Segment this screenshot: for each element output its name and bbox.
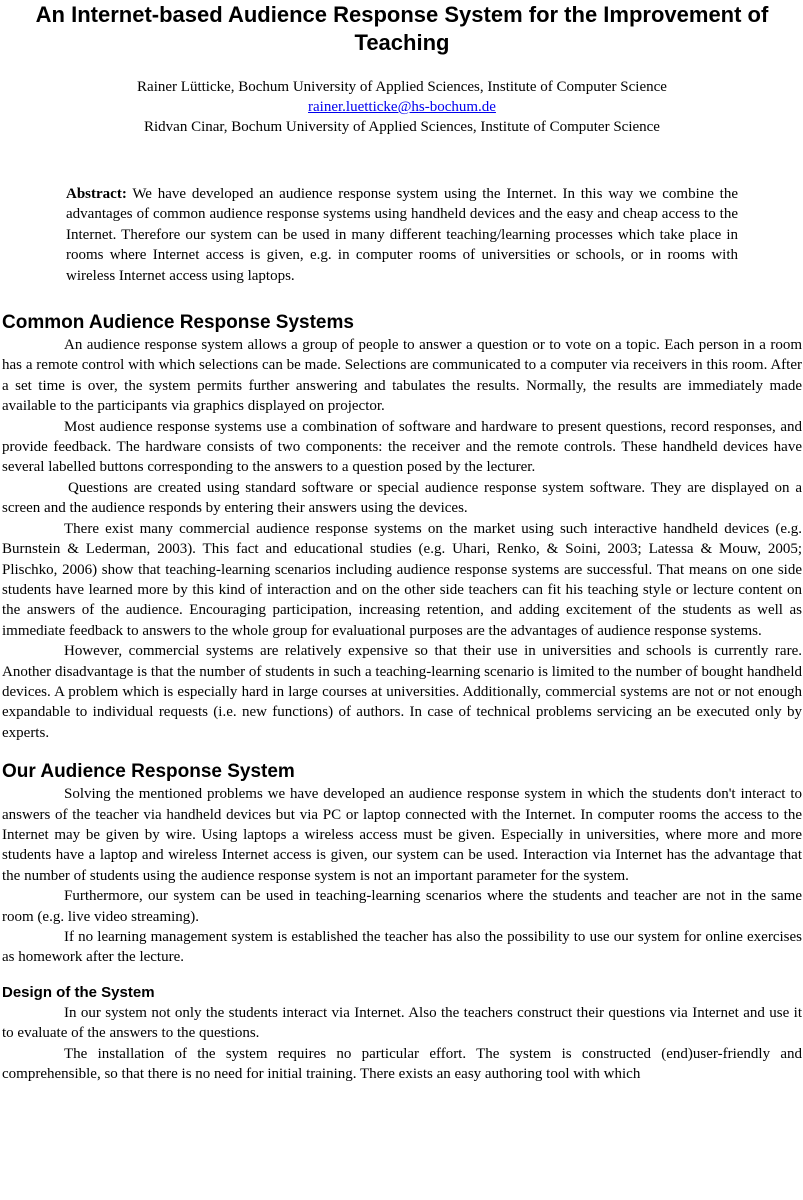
paragraph: If no learning management system is established the teacher has also the possibility to use our system for online exercises as homework after the lecture. xyxy=(2,929,802,966)
paragraph: However, commercial systems are relatively expensive so that their use in universities and schools is currently rare. Another disadvantage is that the number of students in such a teaching-learning scenario is limited to the number of bought handheld devices. A problem which is especially hard in large courses at universities. Additionally, commercial systems are not or not enough expandable to individual requests (i.e. new functions) of authors. In case of technical problems servicing an be executed only by experts. xyxy=(2,643,802,741)
paragraph: Furthermore, our system can be used in teaching-learning scenarios where the students and teacher are not in the same room (e.g. live video streaming). xyxy=(2,888,802,925)
author-email-link[interactable]: rainer.luetticke@hs-bochum.de xyxy=(308,99,496,115)
paragraph: Solving the mentioned problems we have developed an audience response system in which the students don't interact to answers of the teacher via handheld devices but via PC or laptop connected with the Internet. In computer rooms the access to the Internet may be given by wire. Using laptops a wireless access must be given. Especially in universities, where more and more students have a laptop and wireless Internet access is given, our system can be used. Interaction via Internet has the advantage that the number of students using the audience response system is not an important parameter for the system. xyxy=(2,786,802,884)
author-block xyxy=(2,77,802,137)
paragraph: Most audience response systems use a combination of software and hardware to present questions, record responses, and provide feedback. The hardware consists of two components: the receiver and the remote controls. These handheld devices have several labelled buttons corresponding to the answers to a question posed by the lecturer. xyxy=(2,418,802,476)
author-1: Rainer Lütticke, Bochum University of Applied Sciences, Institute of Computer Science xyxy=(137,79,667,95)
abstract-label: Abstract: xyxy=(66,186,127,202)
section-heading-our-ars: Our Audience Response System xyxy=(2,761,295,783)
abstract xyxy=(66,184,738,286)
paragraph: There exist many commercial audience response systems on the market using such interactive handheld devices (e.g. Burnstein & Lederman, 2003). This fact and educational studies (e.g. Uhari, Renko, & Soini, 2003; Latessa & Mouw, 2005; Plischko, 2006) show that teaching-learning scenarios including audience response systems are successful. That means on one side students have learned more by this kind of interaction and on the other side teachers can fit his teaching style or lecture content on the answers of the audience. Encouraging participation, increasing retention, and adding excitement of the students as well as immediate feedback to answers to the whole group for evaluational purposes are the advantages of audience response systems. xyxy=(2,520,802,639)
author-2: Ridvan Cinar, Bochum University of Applied Sciences, Institute of Computer Science xyxy=(144,119,660,135)
paragraph: In our system not only the students interact via Internet. Also the teachers construct their questions via Internet and use it to evaluate of the answers to the questions. xyxy=(2,1004,802,1042)
paragraph: An audience response system allows a group of people to answer a question or to vote on a topic. Each person in a room has a remote control with which selections can be made. Selections are communicated to a computer via receivers in this room. After a set time is over, the system permits further answering and tabulates the results. Normally, the results are immediately made available to the participants via graphics displayed on projector. xyxy=(2,337,802,415)
section-heading-common-ars: Common Audience Response Systems xyxy=(2,312,354,334)
paper-title: An Internet-based Audience Response System for the Improvement of Teaching xyxy=(35,2,769,55)
abstract-text: We have developed an audience response system using the Internet. In this way we combine the advantages of common audience response systems using handheld devices and the easy and cheap access to the Internet. Therefore our system can be used in many different teaching/learning processes which take place in rooms where Internet access is given, e.g. in computer rooms of universities or schools, or in rooms with wireless Internet access using laptops. xyxy=(66,186,738,284)
paragraph: Questions are created using standard software or special audience response system software. They are displayed on a screen and the audience responds by entering their answers using the devices. xyxy=(2,479,802,517)
subsection-heading-design: Design of the System xyxy=(2,983,155,1001)
paragraph: The installation of the system requires no particular effort. The system is constructed (end)user-friendly and comprehensible, so that there is no need for initial training. There exists an easy authoring tool with which xyxy=(2,1045,802,1083)
